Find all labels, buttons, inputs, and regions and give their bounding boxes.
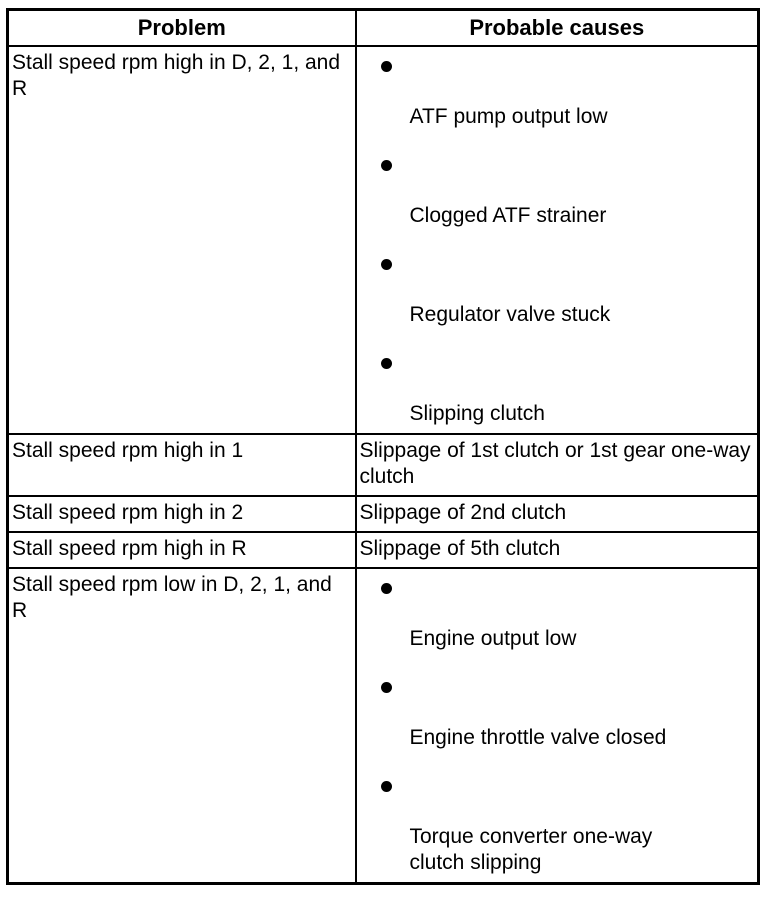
table-row	[8, 434, 759, 496]
cause-text: Slipping clutch	[409, 402, 545, 425]
bullet-icon	[381, 682, 392, 693]
table-row	[8, 568, 759, 884]
cause-text: Engine output low	[409, 627, 577, 650]
cause-text: Regulator valve stuck	[409, 303, 611, 326]
cause-item	[381, 583, 754, 652]
bullet-icon	[381, 160, 392, 171]
cause-item	[381, 259, 754, 328]
causes-column-header: Probable causes	[356, 10, 759, 47]
bullet-icon	[381, 358, 392, 369]
cause-item	[381, 358, 754, 427]
problem-cell: Stall speed rpm high in 1	[8, 434, 356, 496]
problem-column-header: Problem	[8, 10, 356, 47]
cause-text: Engine throttle valve closed	[409, 726, 667, 749]
problem-cell: Stall speed rpm high in R	[8, 532, 356, 568]
bullet-icon	[381, 583, 392, 594]
bullet-icon	[381, 781, 392, 792]
cause-cell: Slippage of 5th clutch	[356, 532, 759, 568]
cause-item	[381, 160, 754, 229]
cause-item	[381, 682, 754, 751]
problem-cell: Stall speed rpm low in D, 2, 1, and R	[8, 568, 356, 884]
causes-cell	[356, 46, 759, 434]
problem-cell: Stall speed rpm high in D, 2, 1, and R	[8, 46, 356, 434]
cause-item	[381, 781, 754, 876]
cause-text: Clogged ATF strainer	[409, 204, 607, 227]
troubleshooting-table	[6, 8, 760, 885]
table-header-row	[8, 10, 759, 47]
table-row	[8, 496, 759, 532]
causes-cell	[356, 568, 759, 884]
problem-cell: Stall speed rpm high in 2	[8, 496, 356, 532]
cause-text: Torque converter one-way clutch slipping	[409, 825, 653, 874]
cause-cell: Slippage of 2nd clutch	[356, 496, 759, 532]
table-row	[8, 532, 759, 568]
bullet-icon	[381, 259, 392, 270]
cause-cell: Slippage of 1st clutch or 1st gear one-way clutch	[356, 434, 759, 496]
cause-item	[381, 61, 754, 130]
table-row	[8, 46, 759, 434]
bullet-icon	[381, 61, 392, 72]
cause-text: ATF pump output low	[409, 105, 608, 128]
